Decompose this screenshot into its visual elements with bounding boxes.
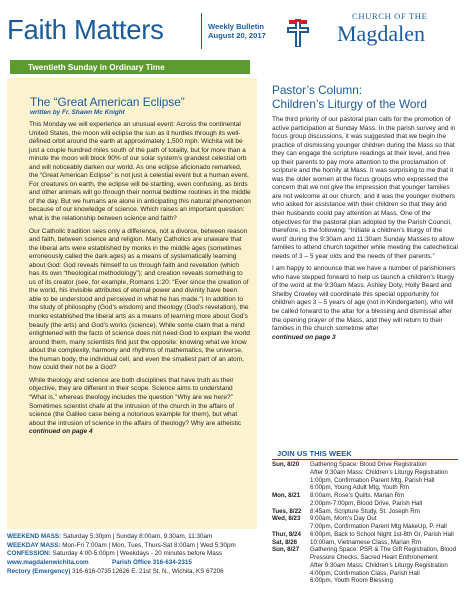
- schedule-event: 6:00pm, Young Adult Mtg, Youth Rm: [310, 484, 410, 492]
- schedule-event: 6:00pm, Youth Room Blessing: [310, 577, 393, 585]
- article-paragraph-text: While theology and science are both disciplines that have truth as their objective, they are different in their scope. Science aims to understand “What is,” whereas theology includes the question “Why are we here?” Sometimes scientist chafe at the intrusion of the church in the affairs of science (the Galileo case being a notorious example for them), but what about the intrusion of science in the affairs of theology? Why are atheistic: [29, 376, 242, 427]
- schedule-date: Sun, 8/27: [272, 546, 300, 554]
- website-link[interactable]: www.magdalenwichita.com: [7, 559, 89, 567]
- liturgical-day-bar: [10, 60, 250, 74]
- parish-office-phone: 316-634-2315: [152, 559, 192, 567]
- weekday-mass-label: WEEKDAY MASS:: [7, 541, 61, 549]
- eclipse-continued-link: continued on page 4: [29, 428, 93, 436]
- weekday-mass-row: [7, 542, 257, 551]
- schedule-row: [272, 508, 458, 516]
- church-of-label: CHURCH OF THE: [352, 11, 428, 21]
- weekend-mass-row: [7, 533, 257, 542]
- pastor-column-subtitle: Children’s Liturgy of the Word: [272, 97, 427, 111]
- schedule-row: [272, 461, 458, 492]
- cross-icon: [286, 18, 310, 48]
- confession-times: Saturday 4:00-5:00pm | Weekdays - 20 minutes before Mass: [52, 550, 223, 558]
- contact-info: [7, 559, 257, 576]
- schedule-event: Pressure Checks, Sacred Heart Enthronement: [310, 554, 438, 561]
- article-paragraph: The third priority of our pastoral plan calls for the promotion of active participation at Sunday Mass. In the parish survey and in focus group discussions, it was suggested that we begin the practice of dismissing younger children during the Mass so that they can engage the scripture readings at their level, and free up their parents to pay more attention to the proclamation of scripture and the homily at Mass. It was surprising to me that it was the older women at the focus groups who expressed the concern that we not give the impression that younger families are not welcome at our church; and it was the younger mothers who asked for assistance with their children so that they and their husbands could pay attention at Mass. One of the objectives for the pastoral plan adopted by the Parish Council, therefore, is the following: “Initiate a children’s liturgy of the word’ during the 9:30am and 11:30am Sunday Masses to allow families to attend church together while meeting the catechetical needs of 3 – 5 year olds and the needs of their parents.”: [272, 116, 458, 260]
- masthead-divider: [201, 13, 202, 49]
- schedule-event: Gathering Space: Blood Drive Registration: [310, 461, 427, 468]
- schedule-event: 8:45am, Scripture Study, St. Joseph Rm: [310, 507, 420, 515]
- weekday-mass-times: Mon-Fri 7:00am | Mon, Tues, Thurs-Sat 8:00am | Wed 5:30pm: [62, 541, 236, 549]
- bulletin-label: Weekly Bulletin: [208, 22, 264, 31]
- weekend-mass-label: WEEKEND MASS:: [7, 533, 62, 540]
- schedule-event: After 9:30am Mass: Children’s Liturgy Registration: [310, 561, 448, 569]
- schedule-events: [310, 461, 458, 492]
- schedule-date: Sun, 8/20: [272, 461, 300, 468]
- article-paragraph: [272, 265, 458, 333]
- rectory-label: Rectory (Emergency): [7, 567, 71, 575]
- parish-office-label: Parish Office: [112, 559, 151, 567]
- schedule-event: 4:00pm, Confirmation Class, Parish Hall: [310, 569, 420, 577]
- contact-right: [112, 559, 257, 576]
- schedule-date: Wed, 8/23: [272, 515, 301, 523]
- eclipse-article-title: The “Great American Eclipse”: [30, 95, 185, 109]
- schedule-events: [310, 508, 458, 516]
- confession-row: [7, 550, 257, 559]
- parish-address: 12626 E. 21st St. N., Wichita, KS 67206: [112, 567, 224, 575]
- article-paragraph-text: I am happy to announce that we have a number of parishioners who have stepped forward to help us launch a children’s liturgy of the word at the 9:30am Mass. Ashley Doty, Holly Beard and Shelby Crowley will coordinate this special opportunity for children ages 3 – 5 years of age (not in Kindergarten), who will be called forward to the altar for a blessing and dismissal after the opening prayer of the Mass, and they will return to their families in the church sometime after: [272, 265, 456, 333]
- article-paragraph: Our Catholic tradition sees only a difference, not a divorce, between reason and faith, between science and religion. Many Catholics are unaware that the liberal arts were established by monks in the middle ages (sometimes erroneously called the dark ages) as a means of systematically learning about God: God reveals himself to us through faith and revelation (which has its own “theological methodology”); and creation reveals something to us of its creator (see, for example, Romans 1:20: “Ever since the creation of the world, his invisible attributes of eternal power and divinity have been able to be understood and perceived in what he has made.”) In addition to the study of philosophy (God’s wisdom) and theology (God’s revelation), the monks established the liberal arts as a means of learning more about God’s beauty (the arts) and God’s works (science). While some claim that a mind enlightened with the facts of science does not need God to explain the world around them, many scientists find just the opposite: knowing what we know about the complexity, harmony and rhythms of mathematics, the universe, the human body, the individual cell, and even the smallest part of an atom, how could their not be a God?: [29, 227, 250, 372]
- schedule-row: [272, 546, 458, 585]
- bulletin-date: August 20, 2017: [208, 31, 266, 40]
- schedule-event: 7:00pm, Confirmation Parent Mtg MakeUp, P. Hall: [310, 523, 447, 530]
- schedule-event: Gathering Space: PSR & The Gift Registration, Blood: [310, 546, 457, 554]
- church-name: Magdalen: [337, 21, 425, 46]
- schedule-date: Mon, 8/21: [272, 492, 301, 499]
- confession-label: CONFESSION:: [7, 550, 51, 558]
- schedule-date: Thur, 8/24: [272, 530, 301, 538]
- schedule-event: 1:00pm, Confirmation Parent Mtg, Parish Hall: [310, 476, 435, 484]
- join-us-rule: [272, 459, 458, 460]
- parish-office-row: [112, 559, 257, 568]
- schedule-date: Sat, 8/26: [272, 538, 298, 546]
- pastor-continued-link: continued on page 3: [272, 333, 336, 341]
- schedule-date: Tues, 8/22: [272, 507, 302, 515]
- eclipse-article-body: [29, 121, 251, 437]
- rectory-row: [7, 568, 112, 577]
- weekly-schedule: [272, 461, 458, 585]
- weekend-mass-times: Saturday 5:30pm | Sunday 8:00am, 9:30am, 11:30am: [62, 533, 213, 540]
- schedule-events: [310, 515, 458, 531]
- schedule-event: After 9:30am Mass: Children’s Liturgy Registration: [310, 468, 448, 476]
- mass-times-footer: [7, 533, 257, 577]
- schedule-row: [272, 515, 458, 531]
- eclipse-article-byline: written by Fr. Shawn Mc Knight: [30, 109, 125, 116]
- article-paragraph: This Monday we will experience an unusual event: Across the continental United States, the moon will eclipse the sun as it hurdles through its well-defined orbit around the earth at approximately 1,500 mph. Wichita will be just a couple hundred miles south of the path of totality, but for more than a minute the moon will block 90% of our solar system’s grandest celestial orb and will noticeably darken our world. As one eclipse aficionado remarked, the “Great American Eclipse” is not just a celestial event but a human event. For creatures on earth, the eclipse will be startling, even confusing, as birds and other animals will go through their normal bedtime routines in the middle of the day. But we humans are alone in anticipating this natural phenomenon because of our knowledge of science. Which raises an important question: what is the relationship between science and faith?: [29, 121, 251, 223]
- schedule-event: 2:00pm-7:00pm, Blood Drive, Parish Hall: [310, 499, 423, 507]
- pastor-column-body: [272, 116, 458, 342]
- schedule-event: 6:00pm, Back to School Night 1st-8th Gr, Parish Hall: [310, 530, 454, 538]
- schedule-events: [310, 492, 458, 508]
- schedule-events: [310, 539, 458, 547]
- liturgical-day-label: Twentieth Sunday in Ordinary Time: [28, 62, 165, 72]
- masthead-title: Faith Matters: [7, 14, 164, 45]
- schedule-row: [272, 539, 458, 547]
- join-us-heading: JOIN US THIS WEEK: [277, 449, 352, 458]
- article-paragraph: [29, 377, 251, 428]
- schedule-event: 10:00am, Vietnamese Class, Marian Rm: [310, 538, 421, 546]
- schedule-events: [310, 531, 458, 539]
- pastor-column-title: Pastor’s Column:: [272, 83, 363, 97]
- schedule-event: 9:00am, Mom’s Day Out: [310, 515, 377, 523]
- contact-left: [7, 559, 112, 576]
- schedule-event: 8:00am, Rose’s Quilts, Marian Rm: [310, 492, 405, 499]
- schedule-events: [310, 546, 458, 585]
- schedule-row: [272, 531, 458, 539]
- schedule-row: [272, 492, 458, 508]
- rectory-phone: 316-616-0735: [72, 567, 112, 575]
